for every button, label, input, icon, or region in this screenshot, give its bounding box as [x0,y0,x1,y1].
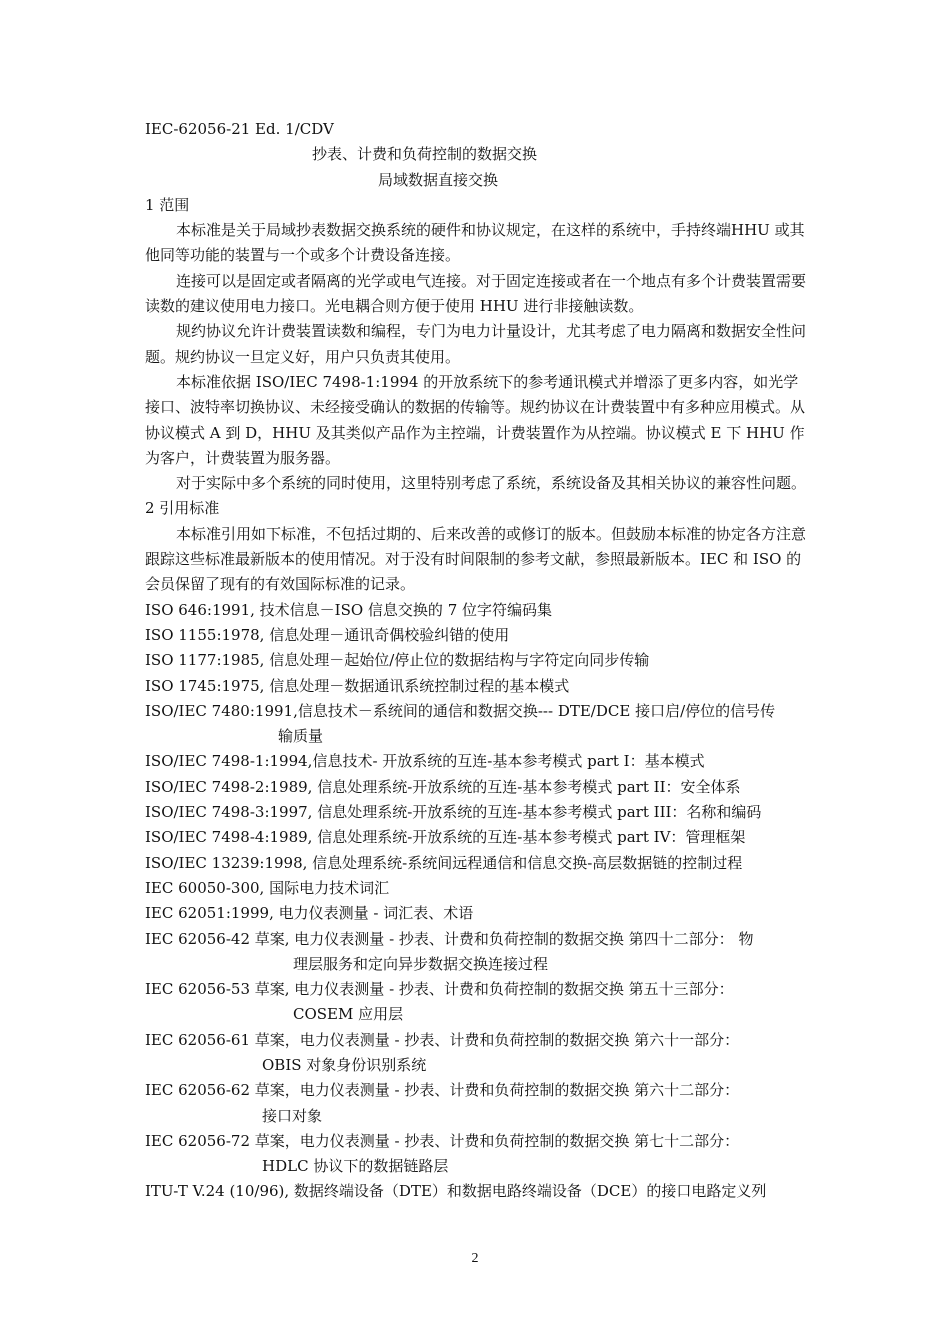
reference-text: IEC 62056-72 草案，电力仪表测量 - 抄表、计费和负荷控制的数据交换 第七十二部分： [145,1131,740,1150]
reference-item [145,1078,807,1129]
reference-text: IEC 62056-53 草案, 电力仪表测量 - 抄表、计费和负荷控制的数据交换 第五十三部分： [145,980,734,999]
page-number: 2 [471,1251,479,1266]
reference-continuation: 接口对象 [262,1106,323,1125]
reference-item [145,1129,807,1180]
section-1-heading: 1 范围 [145,195,190,214]
reference-list [145,598,807,1205]
section-1-paragraph: 对于实际中多个系统的同时使用，这里特别考虑了系统，系统设备及其相关协议的兼容性问题。 [176,474,807,493]
reference-text: ISO/IEC 7498-2:1989, 信息处理系统-开放系统的互连-基本参考模式 part II：安全体系 [145,777,741,796]
reference-item [145,1179,807,1204]
reference-continuation: COSEM 应用层 [293,1005,404,1024]
document-subtitle: 局域数据直接交换 [378,170,499,189]
reference-item [145,901,807,926]
reference-text: ISO/IEC 7498-1:1994,信息技术- 开放系统的互连-基本参考模式 part I：基本模式 [145,752,705,771]
reference-item [145,825,807,850]
reference-item [145,977,807,1028]
reference-text: ISO/IEC 7498-3:1997, 信息处理系统-开放系统的互连-基本参考模式 part III：名称和编码 [145,803,762,822]
reference-text: ISO 1155:1978, 信息处理－通讯奇偶校验纠错的使用 [145,625,510,644]
reference-text: ISO 1177:1985, 信息处理－起始位/停止位的数据结构与字符定向同步传输 [145,651,650,670]
reference-text: IEC 62056-61 草案，电力仪表测量 - 抄表、计费和负荷控制的数据交换 第六十一部分： [145,1030,740,1049]
reference-text: IEC 62056-42 草案, 电力仪表测量 - 抄表、计费和负荷控制的数据交换 第四十二部分： 物 [145,929,754,948]
document-title: 抄表、计费和负荷控制的数据交换 [312,145,538,164]
section-1-paragraph: 本标准依据 ISO/IEC 7498-1:1994 的开放系统下的参考通讯模式并增添了更多内容，如光学接口、波特率切换协议、未经接受确认的数据的传输等。规约协议在计费装置中有多种应用模式。从协议模式 A 到 D，HHU 及其类似产品作为主控端，计费装置作为从控端。协议模式 E 下 HHU 作为客户，计费装置为服务器。 [145,372,806,467]
reference-item [145,800,807,825]
reference-item [145,775,807,800]
reference-text: ISO 646:1991, 技术信息－ISO 信息交换的 7 位字符编码集 [145,600,553,619]
reference-text: ISO/IEC 7480:1991,信息技术－系统间的通信和数据交换--- DTE/DCE 接口启/停位的信号传 [145,701,776,720]
reference-item [145,927,807,978]
reference-item [145,648,807,673]
reference-item [145,876,807,901]
reference-item [145,851,807,876]
reference-continuation: 输质量 [278,727,324,746]
reference-item [145,1028,807,1079]
reference-text: IEC 62051:1999, 电力仪表测量 - 词汇表、术语 [145,904,474,923]
page-content [145,117,807,1205]
reference-item [145,699,807,750]
reference-text: IEC 60050-300, 国际电力技术词汇 [145,878,390,897]
reference-text: ISO/IEC 7498-4:1989, 信息处理系统-开放系统的互连-基本参考模式 part IV：管理框架 [145,828,746,847]
section-1-paragraph: 连接可以是固定或者隔离的光学或电气连接。对于固定连接或者在一个地点有多个计费装置需要读数的建议使用电力接口。光电耦合则方便于使用 HHU 进行非接触读数。 [145,271,807,316]
reference-continuation: HDLC 协议下的数据链路层 [262,1157,449,1176]
reference-text: ISO 1745:1975, 信息处理－数据通讯系统控制过程的基本模式 [145,676,570,695]
reference-item [145,598,807,623]
document-id: IEC-62056-21 Ed. 1/CDV [145,120,334,138]
section-2-heading: 2 引用标准 [145,499,220,518]
reference-item [145,674,807,699]
section-1-paragraph: 本标准是关于局域抄表数据交换系统的硬件和协议规定，在这样的系统中，手持终端HHU 或其他同等功能的装置与一个或多个计费设备连接。 [145,221,805,265]
reference-text: ITU-T V.24 (10/96), 数据终端设备（DTE）和数据电路终端设备（DCE）的接口电路定义列 [145,1182,767,1201]
reference-continuation: OBIS 对象身份识别系统 [262,1055,427,1074]
reference-text: ISO/IEC 13239:1998, 信息处理系统-系统间远程通信和信息交换-高层数据链的控制过程 [145,853,743,872]
section-1-paragraph: 规约协议允许计费装置读数和编程，专门为电力计量设计，尤其考虑了电力隔离和数据安全性问题。规约协议一旦定义好，用户只负责其使用。 [145,322,807,366]
section-2-intro: 本标准引用如下标准，不包括过期的、后来改善的或修订的版本。但鼓励本标准的协定各方注意跟踪这些标准最新版本的使用情况。对于没有时间限制的参考文献，参照最新版本。IEC 和 ISO 的会员保留了现有的有效国际标准的记录。 [145,524,807,594]
reference-continuation: 理层服务和定向异步数据交换连接过程 [293,954,549,973]
reference-item [145,623,807,648]
reference-item [145,749,807,774]
reference-text: IEC 62056-62 草案，电力仪表测量 - 抄表、计费和负荷控制的数据交换 第六十二部分： [145,1081,740,1100]
